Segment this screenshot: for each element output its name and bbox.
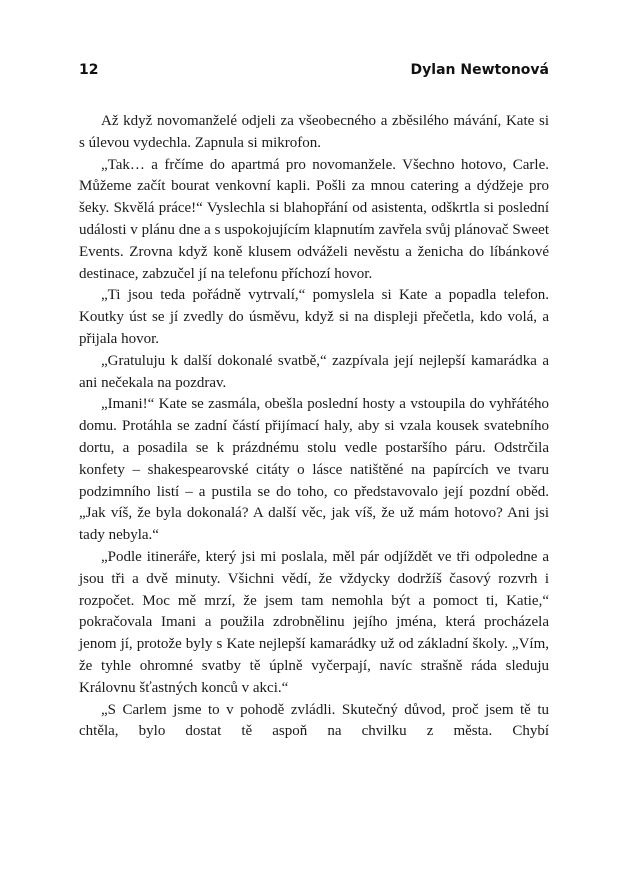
running-header [79,62,549,82]
page-number: 12 [79,62,99,78]
paragraph: „Podle itineráře, který jsi mi poslala, měl pár odjíždět ve tři odpoledne a jsou tři a dvě minuty. Všichni vědí, že vždycky dodržíš časový rozvrh i rozpočet. Moc mě mrzí, že jsem tam nemohla být a pomoct ti, Katie,“ pokračovala Imani a použila zdrobnělinu jejího jména, která procházela jenom jí, protože byly s Kate nejlepší kamarádky už od základní školy. „Vím, že tyhle ohromné svatby tě úplně vyčerpají, navíc strašně ráda sleduju Královnu šťastných konců v akci.“ [79,548,549,696]
paragraph: „Gratuluju k další dokonalé svatbě,“ zazpívala její nejlepší kamarádka a ani nečekala na pozdrav. [79,352,549,391]
paragraph: „Ti jsou teda pořádně vytrvalí,“ pomyslela si Kate a popadla telefon. Koutky úst se jí zvedly do úsměvu, když si na displeji přečetla, kdo volá, a přijala hovor. [79,287,549,347]
running-head-author: Dylan Newtonová [410,62,549,78]
paragraph: „Imani!“ Kate se zasmála, obešla poslední hosty a vstoupila do vyhřátého domu. Protáhla se zadní částí přijímací haly, aby si vzala kousek svatebního dortu, a posadila se k prázdnému stolu vedle postaršího páru. Odstrčila konfety – shakespearovské citáty o lásce natištěné na papírcích ve tvaru podzimního listí – a pustila se do toho, co představovalo její pozdní oběd. „Jak víš, že byla dokonalá? A další věc, jak víš, že už mám hotovo? Ani jsi tady nebyla.“ [79,396,549,544]
paragraph: „Tak… a frčíme do apartmá pro novomanžele. Všechno hotovo, Carle. Můžeme začít bourat venkovní kapli. Pošli za mnou catering a dýdžeje pro šeky. Skvělá práce!“ Vyslechla si blahopřání od asistenta, odškrtla si poslední události v plánu dne a s uspokojujícím klapnutím zavřela svůj plánovač Sweet Events. Zrovna když koně klusem odváželi nevěstu a ženicha do líbánkové destinace, zabzučel jí na telefonu příchozí hovor. [79,156,549,282]
body-text [79,111,549,743]
paragraph: „S Carlem jsme to v pohodě zvládli. Skutečný důvod, proč jsem tě tu chtěla, bylo dostat tě aspoň na chvilku z města. Chybí [79,701,549,740]
paragraph: Až když novomanželé odjeli za všeobecného a zběsilého mávání, Kate si s úlevou vydechla. Zapnula si mikrofon. [79,113,549,151]
